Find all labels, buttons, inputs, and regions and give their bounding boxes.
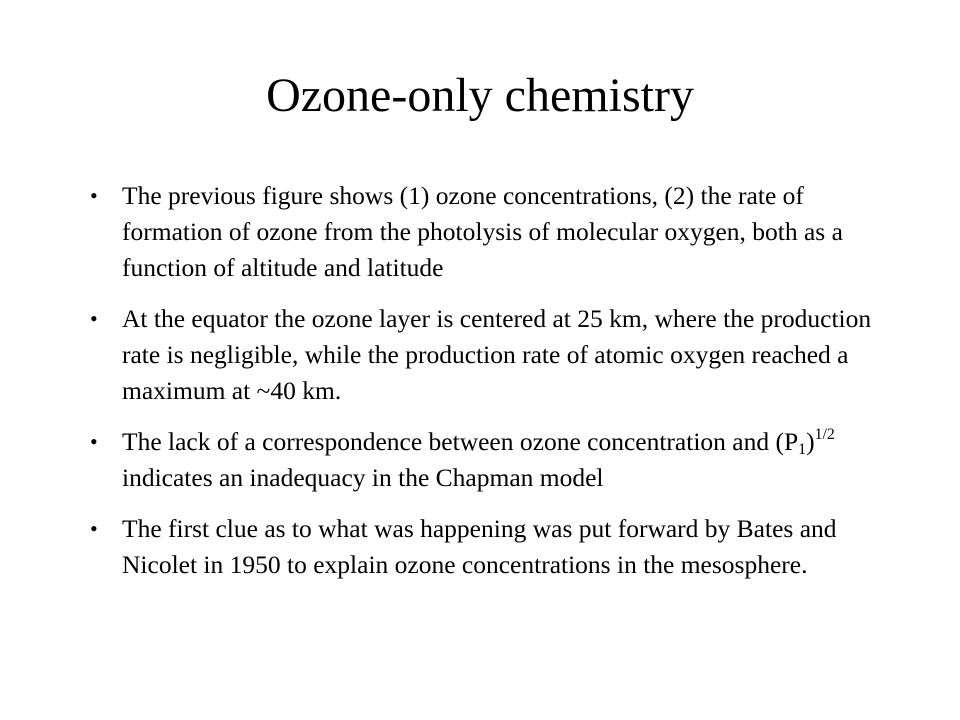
bullet-text: At the equator the ozone layer is centered at 25 km, where the production rate is negligible, while the production rate of atomic oxygen reached a maximum at ~40 km. [122,304,872,405]
slide-title: Ozone-only chemistry [266,69,694,122]
bullet-text-part: ) [806,427,815,456]
bullet-text: The first clue as to what was happening was put forward by Bates and Nicolet in 1950 to explain ozone concentrations in the mesosphere. [122,514,837,579]
bullet-marker: • [90,183,98,208]
bullet-item [92,178,892,286]
subscript-text: 1 [798,441,807,458]
bullet-marker: • [90,306,98,331]
bullet-text: The previous figure shows (1) ozone concentrations, (2) the rate of formation of ozone from the photolysis of molecular oxygen, both as a function of altitude and latitude [122,181,843,282]
bullet-text-part: indicates an inadequacy in the Chapman model [122,463,604,492]
bullet-item [92,424,892,496]
bullet-text-part: The lack of a correspondence between ozone concentration and (P [122,427,799,456]
bullet-item [92,301,892,409]
superscript-text: 1/2 [814,426,835,443]
bullet-list [92,178,892,598]
bullet-item [92,511,892,583]
bullet-marker: • [90,429,98,454]
bullet-marker: • [90,516,98,541]
